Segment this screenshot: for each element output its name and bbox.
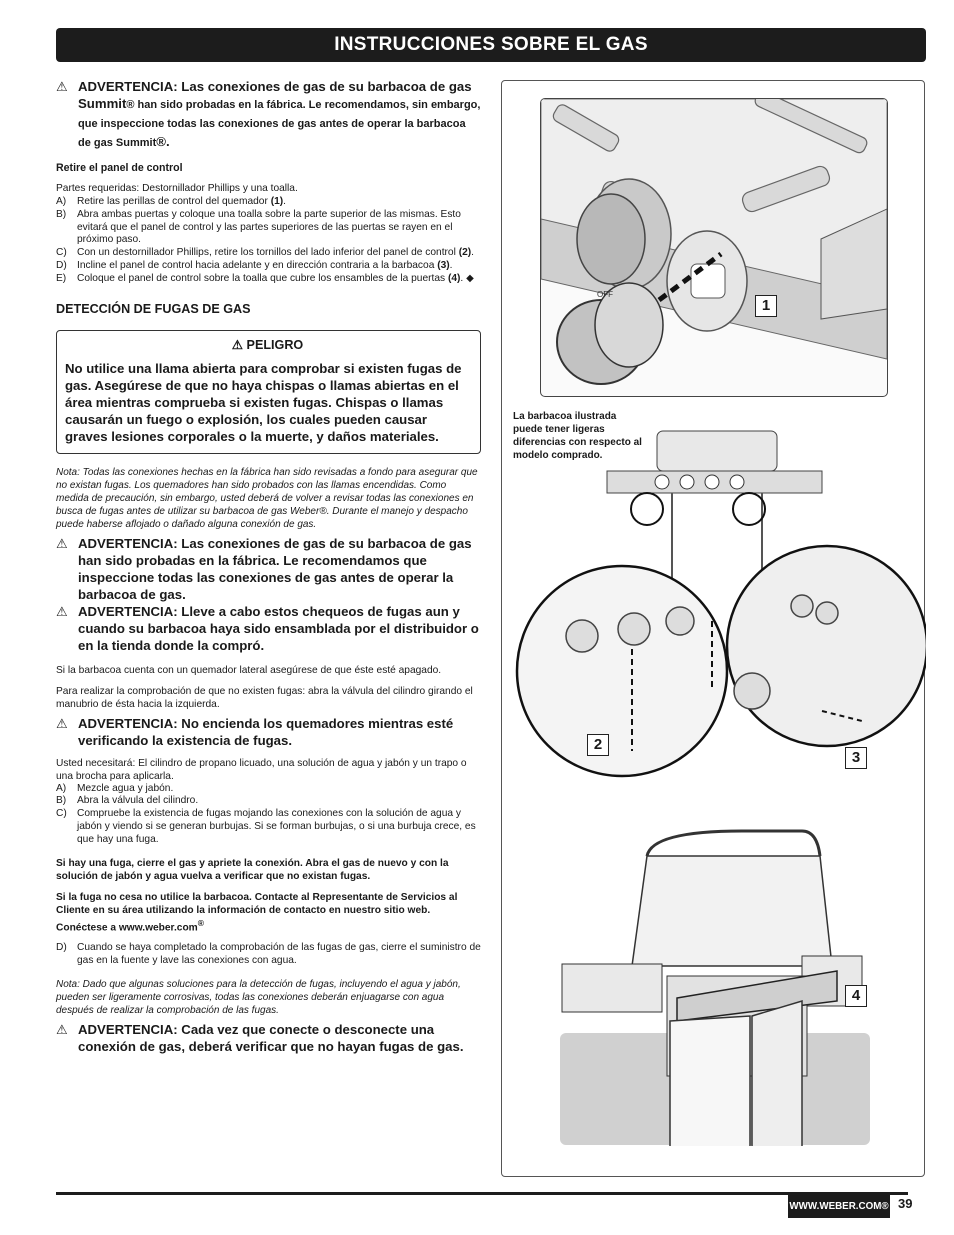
knob-removal-illustration [541,99,887,396]
note-factory: Nota: Todas las conexiones hechas en la fábrica han sido revisadas a fondo para asegurar que no existan fugas. Los quemadores han sido probados con las llamas encendidas. Como medida de precaución, sin embargo, usted deberá de volver a revisar todas las conexiones en busca de fugas antes de utilizar su barbacoa de gas Weber®. Durante el manejo y despacho puede haberse aflojado o dañado alguna conexión de gas. [56,466,478,530]
figure-label-1: 1 [755,295,777,317]
control-panel-steps [56,196,481,286]
list-item: A) Retire las perillas de control del quemador (1). [56,196,286,207]
open-valve-note: Para realizar la comprobación de que no existen fugas: abra la válvula del cilindro girando el manubrio de ésta hacia la izquierda. [56,685,473,710]
warning-summit [56,78,481,152]
warning-factory-tested: ⚠ ADVERTENCIA: Las conexiones de gas de su barbacoa de gas han sido probadas en la fábrica. Le recomendamos que inspeccione todas las conexiones de gas antes de operar la barbacoa de gas. [56,535,472,602]
page-number: 39 [898,1196,913,1211]
page-header [56,28,926,62]
knob-label: OFF [597,290,613,299]
footer-rule [56,1192,908,1195]
list-item: E) Coloque el panel de control sobre la toalla que cubre los ensambles de la puertas (4). ◆ [56,272,474,284]
list-item: C) Compruebe la existencia de fugas mojando las conexiones con la solución de agua y jabón y viendo si se generan burbujas. Si se forman burbujas, o si una burbuja crece, es que hay una fuga. [56,808,476,845]
leak-step-d [56,942,481,968]
warning-dealer-assembled: ⚠ ADVERTENCIA: Lleve a cabo estos chequeos de fugas aun y cuando su barbacoa haya sido ensamblada por el distribuidor o en la tienda donde la compró. [56,603,479,653]
warning-icon: ⚠ [56,715,68,731]
warning-text-end: ®. [156,134,170,149]
warning-each-connection: ⚠ ADVERTENCIA: Cada vez que conecte o desconecte una conexión de gas, deberá verificar que no hayan fugas de gas. [56,1021,464,1054]
illustration-disclaimer: La barbacoa ilustrada puede tener ligeras diferencias con respecto al modelo comprado. [513,411,642,461]
figure-label-3: 3 [845,747,867,769]
leak-section-title: DETECCIÓN DE FUGAS DE GAS [56,301,251,316]
warning-icon: ⚠ [56,603,68,619]
grill-panel-illustration [502,421,926,881]
list-item: C) Con un destornillador Phillips, retire los tornillos del lado inferior del panel de control (2). [56,247,474,259]
figure-label-4: 4 [845,985,867,1007]
figure-label-2: 2 [587,734,609,756]
warning-no-ignite: ⚠ ADVERTENCIA: No encienda los quemadores mientras esté verificando la existencia de fugas. [56,715,454,748]
required-parts: Partes requeridas: Destornillador Phillips y una toalla. [56,183,298,194]
warning-text-cont: ® han sido probadas en la fábrica. Le recomendamos, sin embargo, que inspeccione todas las conexiones de gas antes de operar la barbacoa de gas Summit [78,99,481,149]
warning-icon: ⚠ [56,1021,68,1037]
warning-icon: ⚠ [56,535,68,551]
danger-box [56,330,481,454]
warning-text: ADVERTENCIA: Las conexiones de gas de su barbacoa de gas Summit [78,79,472,111]
you-need: Usted necesitará: El cilindro de propano licuado, una solución de agua y jabón y un trapo o una brocha para aplicarla. [56,757,467,782]
figure-knob-removal [540,98,888,397]
if-leak-note: Si hay una fuga, cierre el gas y apriete la conexión. Abra el gas de nuevo y con la solución de jabón y agua vuelva a verificar que no existan fugas. [56,857,449,882]
control-panel-title: Retire el panel de control [56,162,183,174]
left-column [56,78,481,1061]
list-item: A) Mezcle agua y jabón. [56,782,174,794]
danger-text: No utilice una llama abierta para comprobar si existen fugas de gas. Asegúrese de que no haya chispas o llamas abiertas en el área mientras comprueba si existen fugas. Chispas o llamas causarán un fuego o explosión, los cuales pueden causar graves lesiones corporales o la muerte, y daños materiales. [65,360,462,444]
list-item: D) Cuando se haya completado la comprobación de las fugas de gas, cierre el suministro de gas en la fuente y lave las conexiones con agua. [56,941,481,966]
figure-panel [501,80,925,1177]
warning-icon: ⚠ [231,337,247,352]
list-item: B) Abra la válvula del cilindro. [56,795,199,807]
warning-icon: ⚠ [56,79,68,94]
footer-url: WWW.WEBER.COM® [788,1195,890,1218]
danger-title: PELIGRO [246,337,304,352]
leak-steps [56,783,481,847]
if-persist-note: Si la fuga no cesa no utilice la barbacoa. Contacte al Representante de Servicios al Cliente en su área utilizando la información de contacto en nuestro sitio web. Conéctese a www.weber.com® [56,891,458,933]
page-title: INSTRUCCIONES SOBRE EL GAS [334,34,648,55]
note-corrosive: Nota: Dado que algunas soluciones para la detección de fugas, incluyendo el agua y jabón, pueden ser ligeramente corrosivas, todas las conexiones deberán enjuagarse con agua después de realizar la comprobación de las fugas. [56,978,461,1016]
side-burner-note: Si la barbacoa cuenta con un quemador lateral asegúrese de que éste esté apagado. [56,664,442,676]
list-item: D) Incline el panel de control hacia adelante y en dirección contraria a la barbacoa (3). [56,259,453,271]
list-item: B) Abra ambas puertas y coloque una toalla sobre la parte superior de las mismas. Esto evitará que el panel de control y las partes superiores de las puertas se rayen en el próximo paso. [56,208,461,246]
